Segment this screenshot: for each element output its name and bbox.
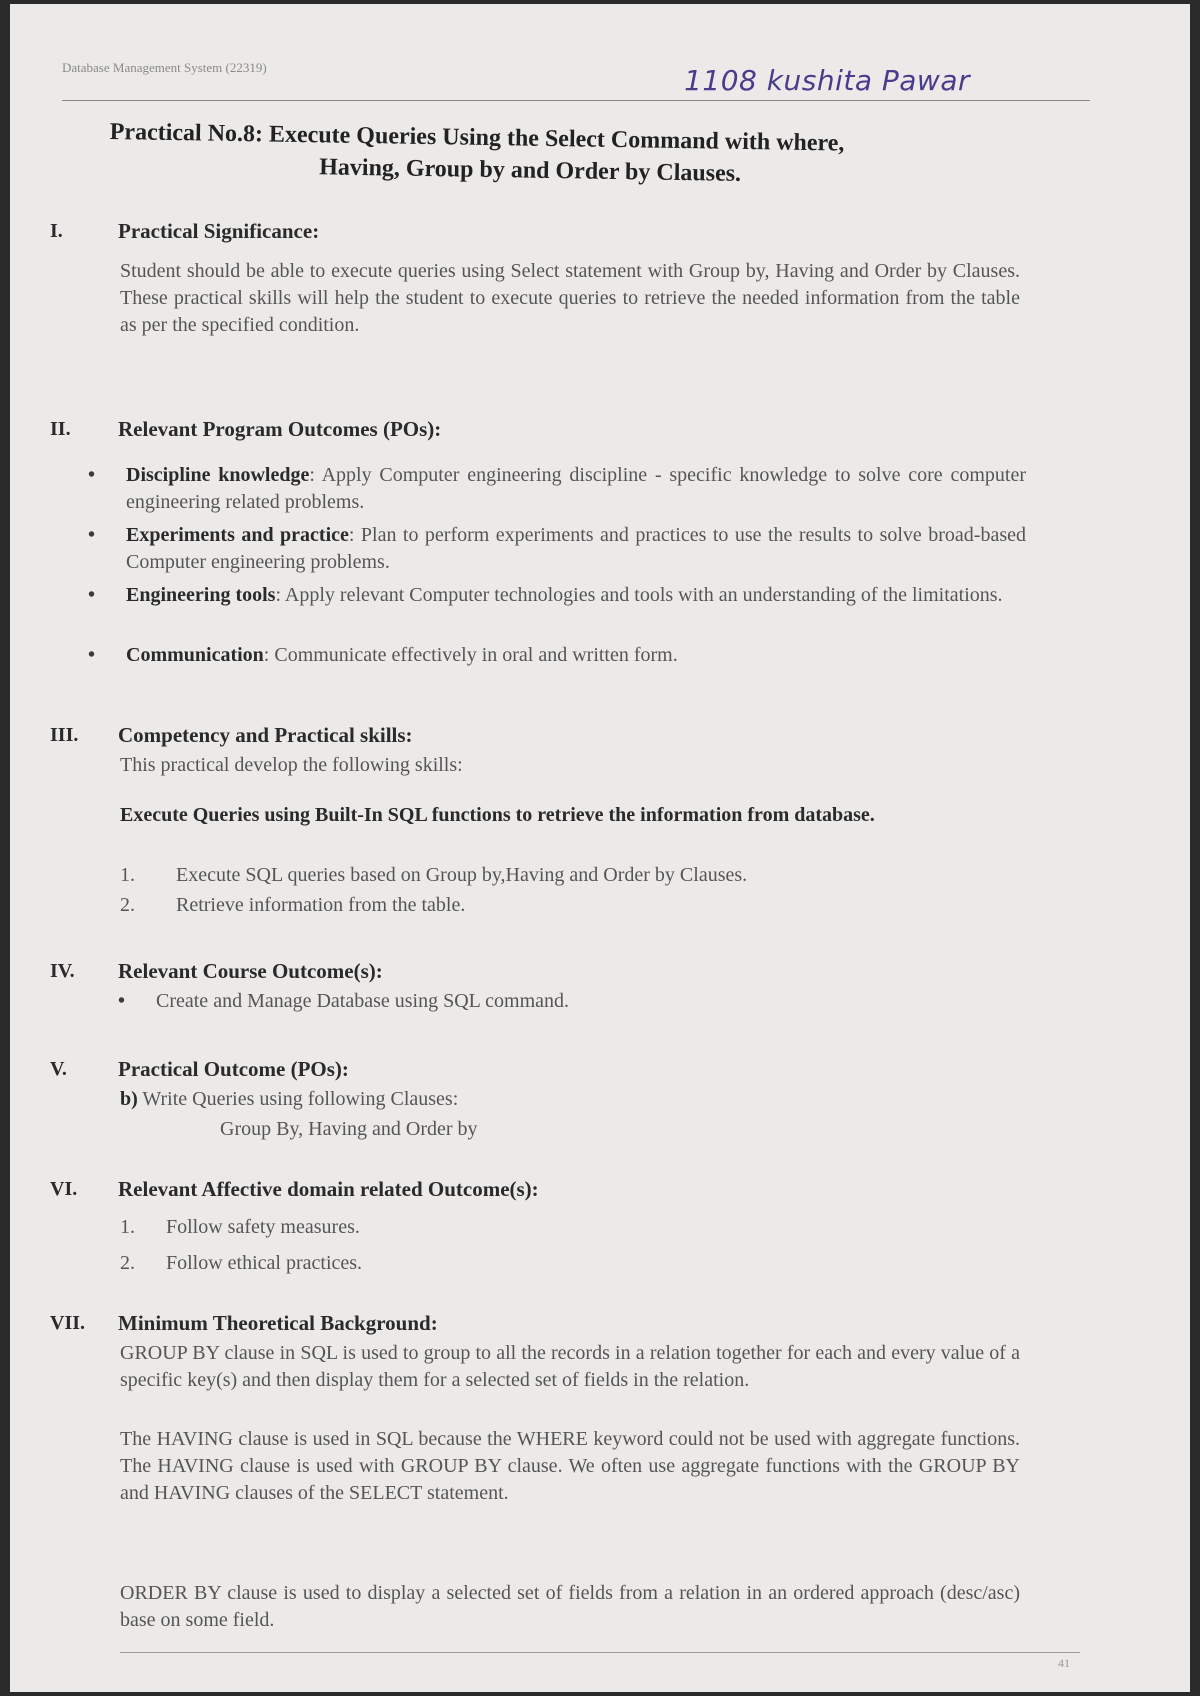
page-number: 41	[1058, 1656, 1070, 1670]
bullet-term: Discipline knowledge	[126, 464, 310, 486]
bullet-text: Create and Manage Database using SQL command.	[156, 990, 570, 1012]
section-intro: This practical develop the following skills:	[120, 754, 463, 776]
section-number: III.	[50, 724, 79, 746]
affective-item: 1. Follow safety measures.	[120, 1216, 360, 1238]
bullet-text: : Apply relevant Computer technologies and tools with an understanding of the limitations.	[275, 584, 1003, 606]
section-number: II.	[50, 418, 71, 440]
handwritten-student-name: 1108 kushita Pawar	[684, 64, 970, 97]
outcome-line: b) Write Queries using following Clauses:	[120, 1088, 459, 1110]
skill-item: 2. Retrieve information from the table.	[120, 894, 466, 916]
footer-rule	[120, 1652, 1080, 1653]
bullet-term: Engineering tools	[126, 584, 276, 606]
affective-item: 2. Follow ethical practices.	[120, 1252, 363, 1274]
skill-item: 1. Execute SQL queries based on Group by,Having and Order by Clauses.	[120, 864, 748, 886]
section-heading: Practical Significance:	[118, 219, 320, 243]
section-number: VI.	[50, 1178, 78, 1200]
section-number: V.	[50, 1058, 67, 1080]
section-number: IV.	[50, 960, 75, 982]
bullet-text: : Plan to perform experiments and practices to use the results to solve broad-based Computer engineering problems.	[126, 524, 1026, 573]
having-paragraph: The HAVING clause is used in SQL because the WHERE keyword could not be used with aggregate functions. The HAVING clause is used with GROUP BY clause. We often use aggregate functions with the GROUP BY and HAVING clauses of the SELECT statement.	[120, 1428, 1020, 1504]
section-heading: Competency and Practical skills:	[118, 723, 413, 747]
bullet-text: : Communicate effectively in oral and written form.	[263, 644, 678, 666]
section-number: VII.	[50, 1312, 86, 1334]
outcome-clauses: Group By, Having and Order by	[220, 1118, 478, 1140]
document-page: Database Management System (22319) 1108 kushita Pawar Practical No.8: Execute Queries Using the Select Command with where, Having, Group by and Order by Clauses. I. Practical Significance: Student should be able to execute queries using Select statement with Group by, Having and Order by Clauses. These practical skills will help the student to execute queries to retrieve the needed information from the table as per the specified condition. II. Relevant Program Outcomes (POs): • Discipline knowledge: Apply Computer engineering discipline - specific knowledge to solve core computer engineering related problems. • Experiments and practice: Plan to perform experiments and practices to use the results to solve broad-based Computer engineering problems. • Engineering tools: Apply relevant Computer technologies and tools with an understanding of the limitations. • Communication: Communicate effectively in oral and written form. III. Competency and Practical skills: This practical develop the following skills: Execute Queries using Built-In SQL functions to retrieve the information from database. 1. Execute SQL queries based on Group by,Having and Order by Clauses. 2. Retrieve information from the table. IV. Relevant Course Outcome(s): • Create and Manage Database using SQL command. V. Practical Outcome (POs): b) Write Queries using following Clauses: Group By, Having and Order by VI. Relevant Affective domain related Outcome(s): 1. Follow safety measures. 2. Follow ethical practices. VII. Minimum Theoretical Background: GROUP BY clause in SQL is used to group to all the records in a relation together for each and every value of a specific key(s) and then display them for a selected set of fields in the relation. The HAVING clause is used in SQL because the WHERE keyword could not be used with aggregate functions. The HAVING clause is used with GROUP BY clause. We often use aggregate functions with the GROUP BY and HAVING clauses of the SELECT statement. ORDER BY clause is used to display a selected set of fields from a relation in an ordered approach (desc/asc) base on some field. 41	[10, 4, 1190, 1692]
order-by-paragraph: ORDER BY clause is used to display a selected set of fields from a relation in an ordered approach (desc/asc) base on some field.	[120, 1582, 1020, 1631]
section-heading: Relevant Program Outcomes (POs):	[118, 417, 442, 441]
section-heading: Relevant Affective domain related Outcome(s):	[118, 1177, 539, 1201]
course-name: Database Management System (22319)	[62, 60, 267, 75]
title-line-2: Having, Group by and Order by Clauses.	[319, 154, 742, 187]
competency-statement: Execute Queries using Built-In SQL functions to retrieve the information from database.	[120, 804, 875, 826]
section-heading: Relevant Course Outcome(s):	[118, 959, 383, 983]
bullet-term: Communication	[126, 644, 264, 666]
page-header	[62, 54, 1090, 101]
group-by-paragraph: GROUP BY clause in SQL is used to group to all the records in a relation together for each and every value of a specific key(s) and then display them for a selected set of fields in the relation.	[120, 1342, 1020, 1391]
title-line-1: Practical No.8: Execute Queries Using the Select Command with where,	[109, 118, 845, 157]
section-heading: Minimum Theoretical Background:	[118, 1311, 438, 1335]
practical-title	[109, 116, 1060, 195]
section-heading: Practical Outcome (POs):	[118, 1057, 349, 1081]
section-paragraph: Student should be able to execute queries using Select statement with Group by, Having and Order by Clauses. These practical skills will help the student to execute queries to retrieve the needed information from the table as per the specified condition.	[120, 260, 1020, 336]
bullet-text: : Apply Computer engineering discipline - specific knowledge to solve core computer engineering related problems.	[126, 464, 1026, 513]
bullet-term: Experiments and practice	[126, 524, 349, 546]
section-number: I.	[50, 220, 63, 242]
